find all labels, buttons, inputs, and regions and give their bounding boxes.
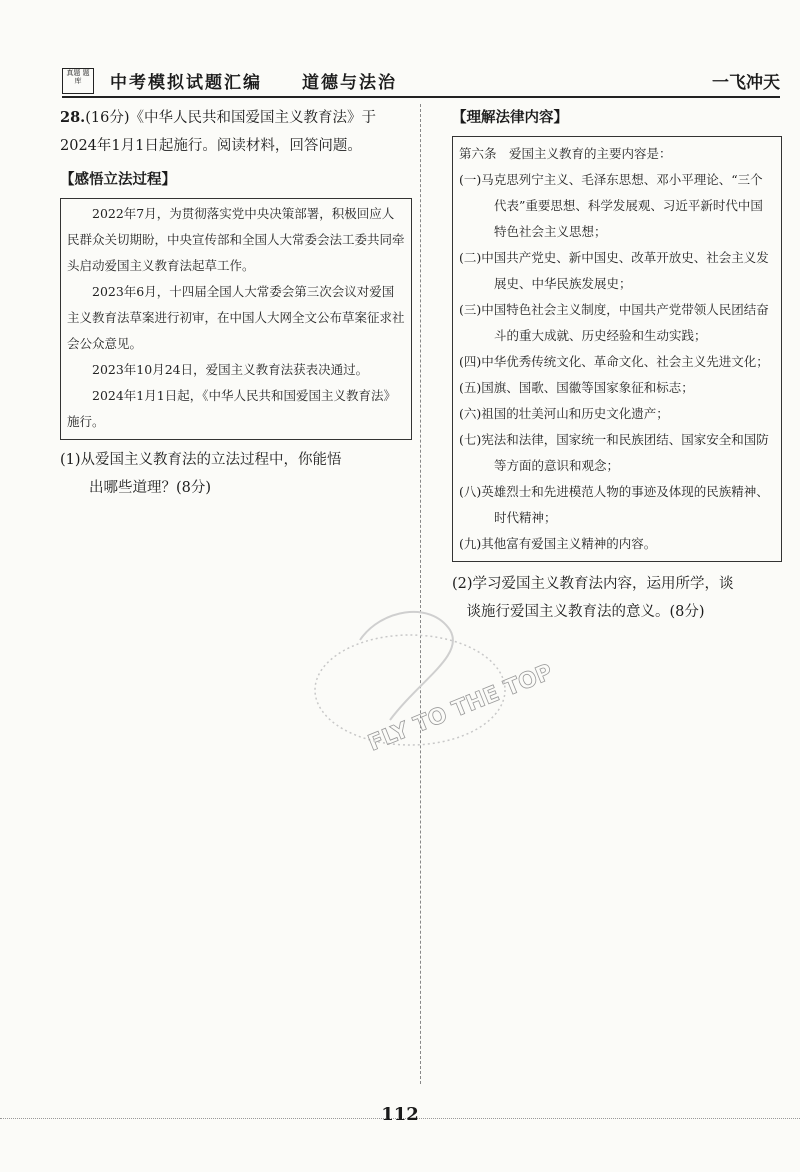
law-item: (三)中国特色社会主义制度，中国共产党带领人民团结奋斗的重大成就、历史经验和生动实践； (459, 302, 769, 343)
law-article-head: 第六条 爱国主义教育的主要内容是： (459, 146, 672, 161)
material-paragraph: 2022年7月，为贯彻落实党中央决策部署，积极回应人民群众关切期盼，中央宣传部和全国人大常委会法工委共同牵头启动爱国主义教育法起草工作。 (67, 206, 405, 273)
page-header (62, 62, 780, 96)
section-title-law: 【理解法律内容】 (452, 109, 568, 126)
sub-question-2-line2: 谈施行爱国主义教育法的意义。(8分) (466, 604, 705, 620)
question-stem-text: (16分)《中华人民共和国爱国主义教育法》于2024年1月1日起施行。阅读材料，回答问题。 (60, 110, 376, 154)
law-item: (四)中华优秀传统文化、革命文化、社会主义先进文化； (459, 354, 769, 369)
series-logo: 真题 题库 (62, 68, 94, 94)
law-item: (六)祖国的壮美河山和历史文化遗产； (459, 406, 669, 421)
law-item: (一)马克思列宁主义、毛泽东思想、邓小平理论、“三个代表”重要思想、科学发展观、习近平新时代中国特色社会主义思想； (459, 172, 763, 239)
sub-question-1-line1: (1)从爱国主义教育法的立法过程中，你能悟 (60, 452, 342, 468)
sub-question-1-line2: 出哪些道理？(8分) (89, 480, 212, 496)
brand-logo: 一飞冲天 (712, 73, 780, 93)
material-paragraph: 2023年6月，十四届全国人大常委会第三次会议对爱国主义教育法草案进行初审，在中国人大网全文公布草案征求社会公众意见。 (67, 284, 405, 351)
law-box (452, 136, 782, 562)
book-title: 中考模拟试题汇编 (110, 73, 262, 93)
material-paragraph: 2023年10月24日，爱国主义教育法获表决通过。 (92, 362, 369, 377)
law-item: (七)宪法和法律，国家统一和民族团结、国家安全和国防等方面的意识和观念； (459, 432, 769, 473)
left-column (60, 104, 412, 502)
question-stem (60, 104, 412, 160)
law-item: (八)英雄烈士和先进模范人物的事迹及体现的民族精神、时代精神； (459, 484, 769, 525)
law-item: (九)其他富有爱国主义精神的内容。 (459, 536, 657, 551)
page-number: 112 (381, 1104, 419, 1125)
right-column (452, 104, 782, 626)
material-box (60, 198, 412, 440)
sub-question-2-line1: (2)学习爱国主义教育法内容，运用所学，谈 (452, 576, 734, 592)
subject-title: 道德与法治 (302, 73, 397, 93)
section-title-process: 【感悟立法过程】 (60, 171, 176, 188)
law-item: (五)国旗、国歌、国徽等国家象征和标志； (459, 380, 694, 395)
material-paragraph: 2024年1月1日起，《中华人民共和国爱国主义教育法》施行。 (67, 388, 396, 429)
header-rule (62, 96, 780, 98)
sub-question-1 (60, 446, 412, 502)
brand-watermark (300, 580, 560, 780)
law-item: (二)中国共产党史、新中国史、改革开放史、社会主义发展史、中华民族发展史； (459, 250, 769, 291)
question-number: 28. (60, 109, 86, 126)
watermark-text: FLY TO THE TOP (364, 659, 557, 757)
